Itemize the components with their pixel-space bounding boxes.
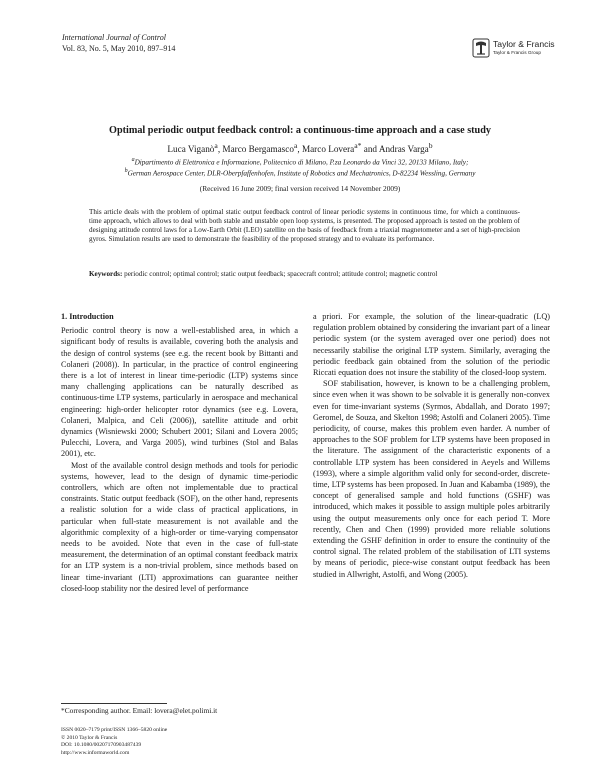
- journal-name: International Journal of Control: [62, 33, 166, 42]
- affiliation-sup: b: [124, 168, 128, 174]
- body-paragraph: Most of the available control design methods and tools for periodic systems, however, lead to the design of dynamic time-periodic controllers, which are often not implementable due to practical constraints. Static output feedback (SOF), on the other hand, represents a realistic solution for a wide class of practical applications, in particular when full-state measurement is not available and the algorithmic complexity of a high-order or time-varying compensator needs to be avoided. Note that even in the case of full-state measurement, the determination of an optimal constant feedback matrix for an LTP system is a non-trivial problem, since methods based on linear time-invariant (LTI) approximations can guarantee neither closed-loop stability nor the desired level of performance: [61, 460, 298, 593]
- author-sup: a*: [354, 141, 362, 150]
- publisher-name: Taylor & Francis: [493, 39, 555, 49]
- body-paragraph: Periodic control theory is now a well-established area, in which a significant body of results is available, covering both the analysis and the design of control systems (see e.g. the recent book by Bittanti and Colaneri (2008)). In particular, in the practice of control engineering there is a lot of interest in linear time-periodic (LTP) systems since many challenging applications can be naturally described as continuous-time LTP systems, particularly in aerospace and mechanical engineering: high-order helicopter rotor dynamics (see e.g. Lovera, Colaneri, Malpica, and Celi (2006)), satellite attitude and orbit dynamics (Wisniewski 2000; Schubert 2001; Silani and Lovera 2005; Pulecchi, Lovera, and Varga 2005), wind turbines (Stol and Balas 2001), etc.: [61, 326, 298, 459]
- abstract: This article deals with the problem of optimal static output feedback control of linear periodic systems in continuous time, for which a continuous-time approach, which allows to deal with both stable and unstable open loop systems, is presented. The proposed approach is tested on the problem of designing attitude control laws for a Low-Earth Orbit (LEO) satellite on the basis of feedback from a triaxial magnetometer and a set of high-precision gyros. Simulation results are used to demonstrate the feasibility of the proposed strategy and to evaluate its performance.: [89, 208, 520, 243]
- author-name: Andras Varga: [378, 144, 429, 155]
- author-sup: a: [293, 141, 298, 150]
- journal-volume: Vol. 83, No. 5, May 2010, 897–914: [62, 43, 176, 53]
- article-title: Optimal periodic output feedback control: a continuous-time approach and a case study: [109, 125, 491, 136]
- author-sup: a: [214, 141, 218, 150]
- section-heading: 1. Introduction: [61, 312, 114, 321]
- author-sup: b: [428, 141, 433, 150]
- author-name: Marco Bergamasco: [222, 144, 294, 155]
- affiliation-text: German Aerospace Center, DLR-Oberpfaffenhofen, Institute of Robotics and Mechatronics, D-82234 Wessling, Germany: [127, 169, 476, 178]
- affiliation: [0, 168, 600, 177]
- keywords-text: periodic control; optimal control; static output feedback; spacecraft control; attitude control; magnetic control: [124, 270, 438, 278]
- publisher-logo: [472, 36, 567, 62]
- publication-info: [61, 727, 167, 757]
- affiliation: [0, 157, 600, 166]
- keywords: [89, 270, 520, 279]
- doi-line: DOI: 10.1080/00207170903487439: [61, 742, 142, 749]
- author-name: Marco Lovera: [301, 144, 355, 155]
- taylor-francis-logo-icon: [472, 38, 490, 58]
- left-column: [61, 311, 298, 594]
- author-name: Luca Viganò: [167, 144, 215, 155]
- website-link[interactable]: http://www.informaworld.com: [61, 749, 130, 756]
- publisher-group: Taylor & Francis Group: [493, 50, 541, 55]
- author-list: Luca Viganò$^a$, Marco Bergamasco$^a$, Marco Lovera$^{a*}$ and Andras Varga$^b$: [167, 141, 433, 155]
- keywords-label: Keywords:: [89, 270, 123, 278]
- body-paragraph: SOF stabilisation, however, is known to be a challenging problem, since even when it was shown to be solvable it is generally non-convex even for time-invariant systems (Syrmos, Abdallah, and Dorato 1997; Geromel, de Souza, and Skelton 1998; Astolfi and Colaneri 2005). Time periodicity, of course, makes this problem even harder. A number of approaches to the SOF problem for LTP systems have been proposed in the literature. The assignment of the characteristic exponents of a controllable LTP system has been considered in Aeyels and Willems (1993), where a simple algorithm valid only for second-order, discrete-time, LTP systems has been proposed. In Juan and Kabamba (1989), the concept of generalised sample and hold functions (GSHF) was introduced, which makes it possible to assign multiple poles arbitrarily using the output measurements only once for each period T. More recently, Chen and Chen (1999) provided more reliable solutions extending the GSHF definition in order to ensure the continuity of the control signal. The related problem of the stabilisation of LTI systems by means of periodic, piece-wise constant output feedback has been studied in Allwright, Astolfi, and Wong (2005).: [313, 379, 550, 579]
- corresponding-author-footnote: *Corresponding author. Email: lovera@elet.polimi.it: [61, 706, 218, 715]
- footnote-rule: [61, 703, 167, 704]
- affiliation-sup: a: [131, 157, 135, 163]
- right-column: [313, 311, 550, 580]
- affiliation-text: Dipartimento di Elettronica e Informazione, Politecnico di Milano, P.za Leonardo da Vinci 32, 20133 Milano, Italy;: [134, 158, 469, 167]
- body-paragraph: a priori. For example, the solution of the linear-quadratic (LQ) regulation problem obtained by considering the invariant part of a linear periodic system (or the system averaged over one period) does not necessarily stabilise the original LTP system. Similarly, averaging the periodic feedback gain obtained from the solution of the periodic Riccati equation does not insure the stability of the closed-loop system.: [313, 312, 550, 378]
- received-dates: (Received 16 June 2009; final version received 14 November 2009): [199, 184, 401, 193]
- issn-line: ISSN 0020–7179 print/ISSN 1366–5820 online: [61, 727, 168, 733]
- journal-header: [62, 33, 175, 54]
- copyright-line: © 2010 Taylor & Francis: [61, 734, 118, 741]
